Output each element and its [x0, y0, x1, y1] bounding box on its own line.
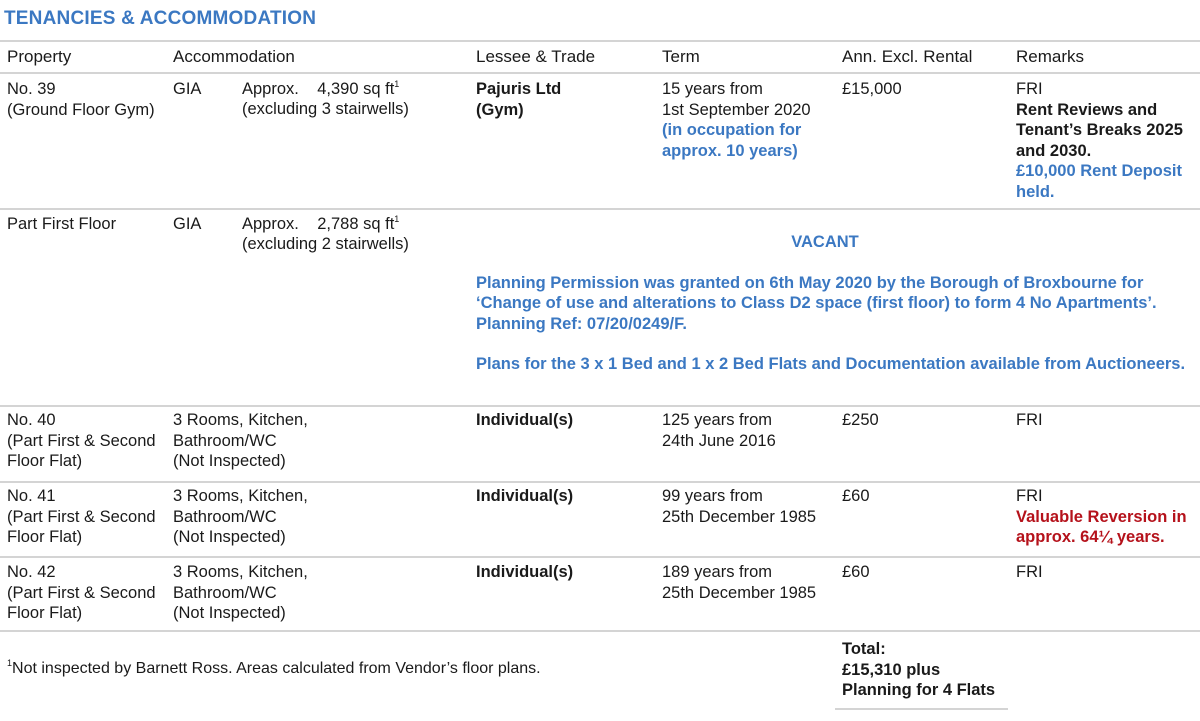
rental-cell: £60 — [842, 563, 870, 581]
property-cell: No. 40 (Part First & Second Floor Flat) — [7, 411, 156, 470]
rule-row4 — [0, 556, 1200, 558]
rule-row3 — [0, 481, 1200, 483]
term-cell: 189 years from 25th December 1985 — [662, 563, 817, 602]
rule-row2 — [0, 405, 1200, 407]
rule-row1 — [0, 208, 1200, 210]
rule-row5 — [0, 630, 1200, 632]
accommodation-label: GIA — [173, 215, 202, 233]
vacant-block — [476, 232, 1196, 375]
remarks-cell: FRI Rent Reviews and Tenant’s Breaks 2025 and 2030. £10,000 Rent Deposit held. — [1016, 80, 1183, 201]
total-cell: Total: £15,310 plus Planning for 4 Flats — [842, 640, 996, 699]
vacant-label: VACANT — [791, 233, 859, 251]
header-lessee: Lessee & Trade — [476, 47, 596, 66]
lessee-cell: Individual(s) — [476, 411, 574, 429]
lessee-cell: Individual(s) — [476, 487, 574, 505]
term-cell: 15 years from 1st September 2020 (in occupation for approx. 10 years) — [662, 80, 811, 160]
remarks-cell: FRI Valuable Reversion in approx. 64¼ years. — [1016, 487, 1187, 546]
header-rental: Ann. Excl. Rental — [842, 47, 973, 66]
footnote: $^1$Not inspected by Barnett Ross. Areas calculated from Vendor’s floor plans. — [7, 658, 541, 677]
accommodation-label: GIA — [173, 80, 202, 98]
remarks-cell: FRI — [1016, 411, 1043, 429]
rule-header — [0, 72, 1200, 74]
rule-top — [0, 40, 1200, 42]
accommodation-cell: 3 Rooms, Kitchen, Bathroom/WC (Not Inspected) — [173, 487, 308, 546]
rule-total — [835, 708, 1008, 710]
term-cell: 125 years from 24th June 2016 — [662, 411, 776, 450]
property-cell: No. 42 (Part First & Second Floor Flat) — [7, 563, 156, 622]
lessee-cell: Pajuris Ltd (Gym) — [476, 80, 562, 119]
accommodation-note: (excluding 2 stairwells) — [242, 235, 409, 253]
property-cell: No. 41 (Part First & Second Floor Flat) — [7, 487, 156, 546]
header-accommodation: Accommodation — [173, 47, 295, 66]
accommodation-area: Approx. 2,788 sq $ft^1$ — [242, 214, 400, 233]
rental-cell: £60 — [842, 487, 870, 505]
term-cell: 99 years from 25th December 1985 — [662, 487, 817, 526]
accommodation-cell: 3 Rooms, Kitchen, Bathroom/WC (Not Inspected) — [173, 411, 308, 470]
accommodation-cell: 3 Rooms, Kitchen, Bathroom/WC (Not Inspected) — [173, 563, 308, 622]
property-cell: Part First Floor — [7, 215, 117, 233]
lessee-cell: Individual(s) — [476, 563, 574, 581]
accommodation-area: Approx. 4,390 sq $ft^1$ — [242, 79, 400, 98]
rental-cell: £15,000 — [842, 80, 902, 98]
remarks-cell: FRI — [1016, 563, 1043, 581]
rental-cell: £250 — [842, 411, 879, 429]
header-property: Property — [7, 47, 72, 66]
page-title: TENANCIES & ACCOMMODATION — [4, 8, 317, 29]
header-remarks: Remarks — [1016, 47, 1085, 66]
planning-text: Planning Permission was granted on 6th May 2020 by the Borough of Broxbourne for ‘Change of use and alterations to Class D2 space (first floor) to form 4 No Apartments’. Planning Ref: 07/20/0249/F. — [476, 273, 1157, 333]
accommodation-note: (excluding 3 stairwells) — [242, 100, 409, 118]
property-cell: No. 39 (Ground Floor Gym) — [7, 80, 155, 119]
plans-text: Plans for the 3 x 1 Bed and 1 x 2 Bed Flats and Documentation available from Auctioneers. — [476, 355, 1186, 373]
header-term: Term — [662, 47, 700, 66]
